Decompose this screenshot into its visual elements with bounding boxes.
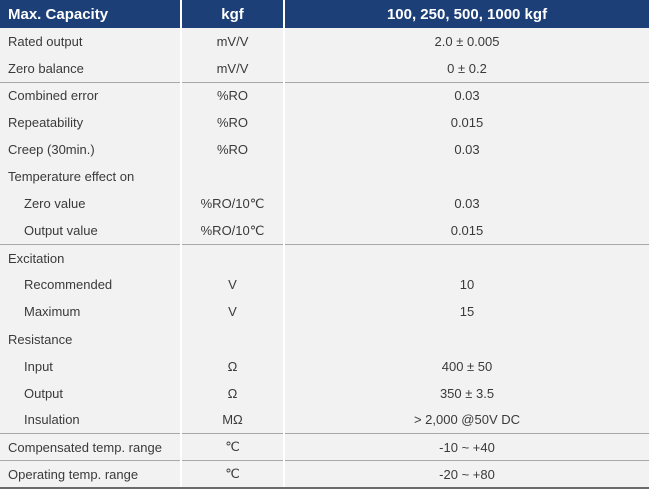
row-unit: %RO/10℃ [181,217,284,244]
header-row [0,0,649,28]
row-value: -10 ~ +40 [284,434,649,461]
row-label: Rated output [0,28,181,55]
row-label: Combined error [0,82,181,109]
table-row [0,109,649,136]
row-value: -20 ~ +80 [284,461,649,488]
row-label: Resistance [0,326,181,353]
table-row [0,271,649,298]
row-unit: mV/V [181,55,284,82]
row-label: Operating temp. range [0,461,181,488]
row-value [284,326,649,353]
table-row [0,298,649,325]
table-row [0,82,649,109]
row-unit: V [181,271,284,298]
row-unit: ℃ [181,461,284,488]
row-value [284,163,649,190]
row-label: Input [0,353,181,380]
row-label: Excitation [0,244,181,271]
table-row [0,244,649,271]
row-label: Maximum [0,298,181,325]
row-unit: %RO/10℃ [181,190,284,217]
row-value: > 2,000 @50V DC [284,407,649,434]
row-value: 400 ± 50 [284,353,649,380]
row-label: Compensated temp. range [0,434,181,461]
header-capacity-values: 100, 250, 500, 1000 kgf [284,0,649,28]
row-unit: ℃ [181,434,284,461]
row-unit [181,163,284,190]
row-label: Repeatability [0,109,181,136]
table-row [0,353,649,380]
row-value: 0.03 [284,190,649,217]
spec-table-body [0,28,649,488]
table-row [0,326,649,353]
row-unit: %RO [181,109,284,136]
row-value: 0.03 [284,136,649,163]
row-value: 350 ± 3.5 [284,380,649,407]
row-label: Zero balance [0,55,181,82]
row-label: Zero value [0,190,181,217]
table-row [0,461,649,488]
row-unit: mV/V [181,28,284,55]
row-unit: MΩ [181,407,284,434]
row-value: 0.03 [284,82,649,109]
table-row [0,190,649,217]
table-row [0,407,649,434]
table-row [0,434,649,461]
row-label: Output [0,380,181,407]
header-unit: kgf [181,0,284,28]
row-unit: %RO [181,82,284,109]
table-row [0,136,649,163]
row-value [284,244,649,271]
row-value: 0.015 [284,109,649,136]
row-unit [181,326,284,353]
table-row [0,217,649,244]
table-row [0,163,649,190]
row-unit [181,244,284,271]
row-unit: Ω [181,353,284,380]
row-value: 0 ± 0.2 [284,55,649,82]
row-label: Creep (30min.) [0,136,181,163]
table-row [0,28,649,55]
row-value: 15 [284,298,649,325]
row-label: Output value [0,217,181,244]
row-value: 2.0 ± 0.005 [284,28,649,55]
row-label: Insulation [0,407,181,434]
table-row [0,380,649,407]
spec-table-header [0,0,649,28]
header-max-capacity: Max. Capacity [0,0,181,28]
row-unit: V [181,298,284,325]
table-row [0,55,649,82]
row-value: 0.015 [284,217,649,244]
row-unit: Ω [181,380,284,407]
row-label: Recommended [0,271,181,298]
row-label: Temperature effect on [0,163,181,190]
row-value: 10 [284,271,649,298]
row-unit: %RO [181,136,284,163]
